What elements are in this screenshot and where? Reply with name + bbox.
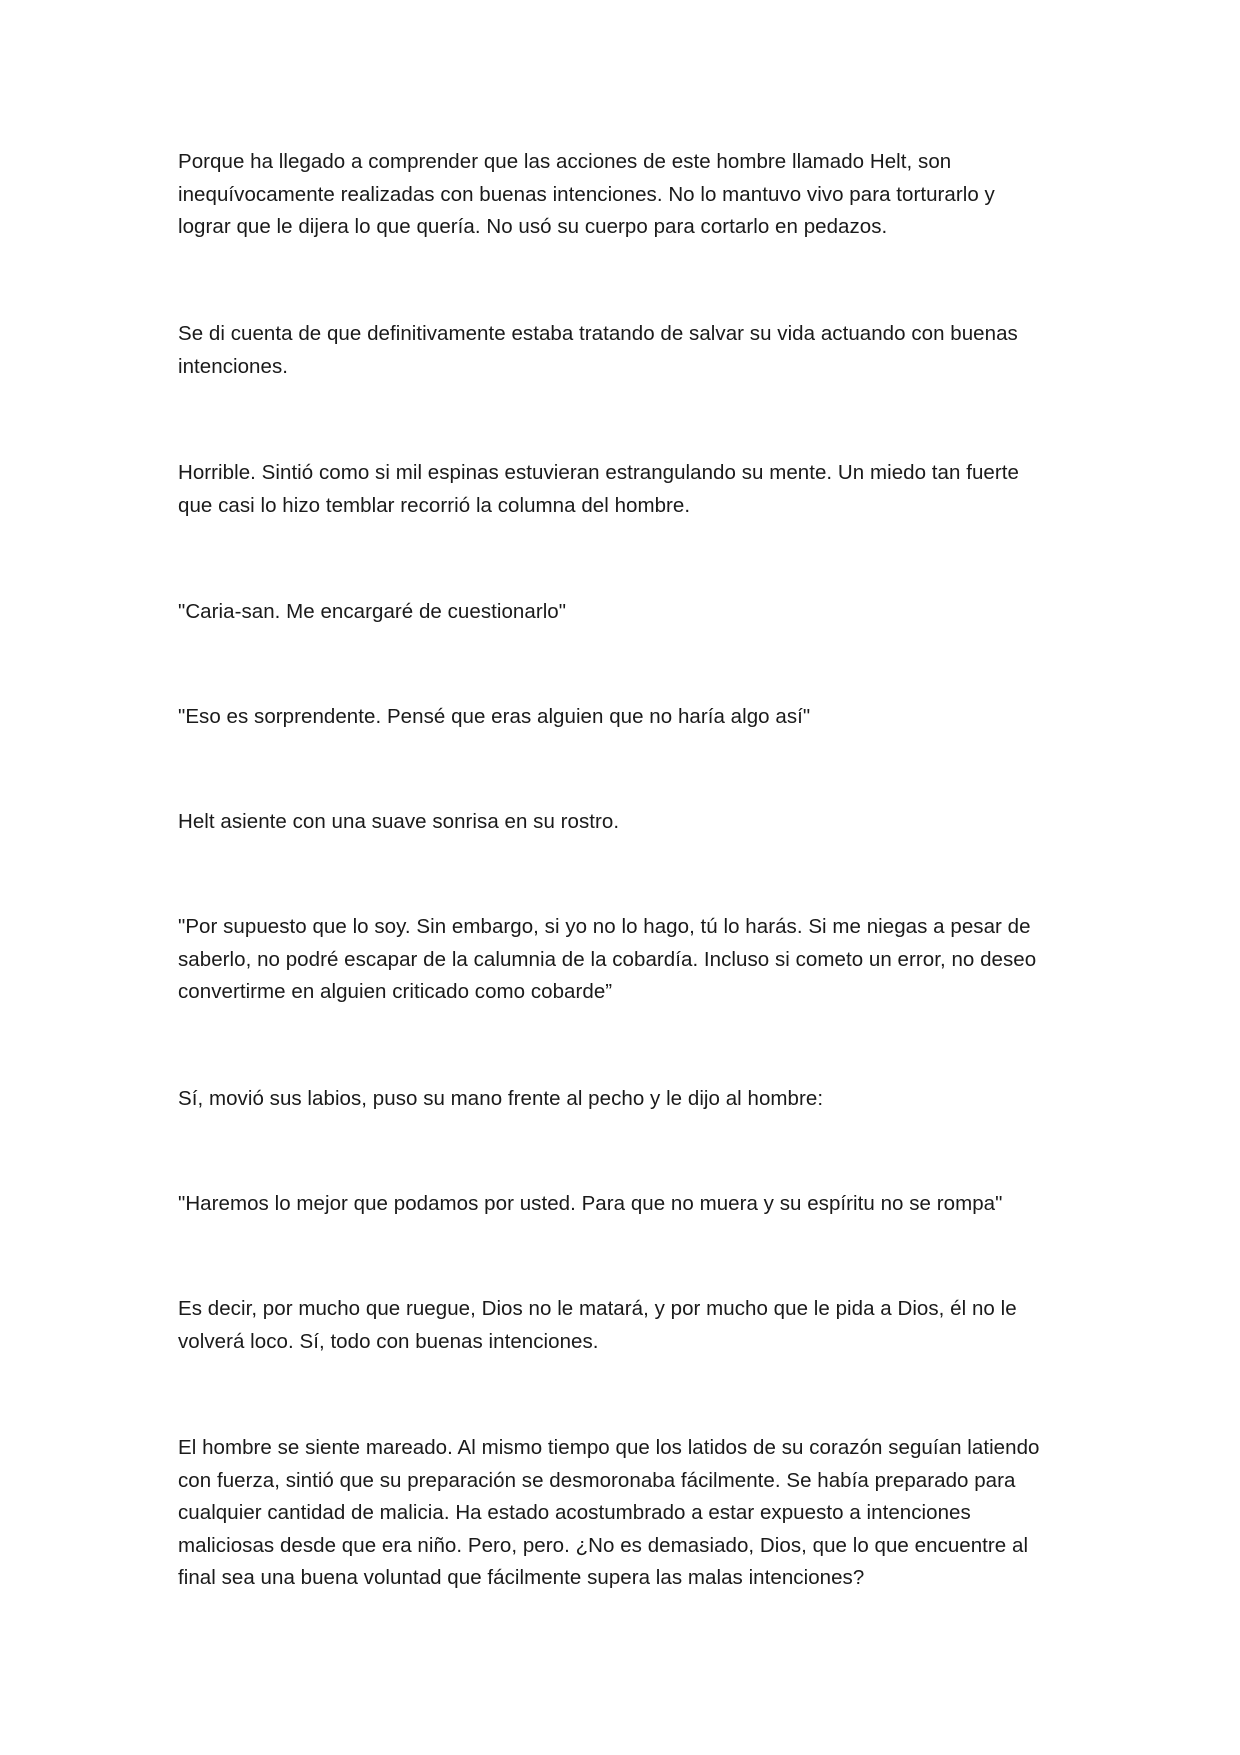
text-line: volverá loco. Sí, todo con buenas intenciones. xyxy=(178,1329,599,1353)
text-line: "Eso es sorprendente. Pensé que eras alguien que no haría algo así" xyxy=(178,705,811,728)
text-line: saberlo, no podré escapar de la calumnia de la cobardía. Incluso si cometo un error, no deseo xyxy=(178,947,1037,971)
text-line: intenciones. xyxy=(178,354,289,378)
paragraph-6 xyxy=(178,806,1068,839)
text-line: Sí, movió sus labios, puso su mano frente al pecho y le dijo al hombre: xyxy=(178,1087,824,1110)
text-line: Es decir, por mucho que ruegue, Dios no le matará, y por mucho que le pida a Dios, él no le xyxy=(178,1297,1017,1320)
paragraph-2 xyxy=(178,318,1068,383)
text-line: con fuerza, sintió que su preparación se desmoronaba fácilmente. Se había preparado para xyxy=(178,1468,1016,1492)
text-line: maliciosas desde que era niño. Pero, pero. ¿No es demasiado, Dios, que lo que encuentre al xyxy=(178,1533,1029,1557)
text-line: Horrible. Sintió como si mil espinas estuvieran estrangulando su mente. Un miedo tan fuerte xyxy=(178,461,1019,484)
paragraph-5 xyxy=(178,701,1068,734)
text-line: convertirme en alguien criticado como cobarde” xyxy=(178,980,613,1003)
paragraph-11 xyxy=(178,1432,1068,1595)
paragraph-1 xyxy=(178,146,1068,244)
text-line: Se di cuenta de que definitivamente estaba tratando de salvar su vida actuando con buenas xyxy=(178,322,1018,345)
text-line: El hombre se siente mareado. Al mismo tiempo que los latidos de su corazón seguían latiendo xyxy=(178,1436,1040,1459)
text-line: que casi lo hizo temblar recorrió la columna del hombre. xyxy=(178,493,691,517)
text-line: "Caria-san. Me encargaré de cuestionarlo" xyxy=(178,600,567,623)
text-line: "Haremos lo mejor que podamos por usted. Para que no muera y su espíritu no se rompa" xyxy=(178,1192,1003,1215)
text-line: lograr que le dijera lo que quería. No usó su cuerpo para cortarlo en pedazos. xyxy=(178,215,888,238)
text-line: Porque ha llegado a comprender que las acciones de este hombre llamado Helt, son xyxy=(178,150,952,173)
text-line: "Por supuesto que lo soy. Sin embargo, si yo no lo hago, tú lo harás. Si me niegas a pesar de xyxy=(178,915,1031,938)
text-line: inequívocamente realizadas con buenas intenciones. No lo mantuvo vivo para torturarlo y xyxy=(178,182,995,206)
paragraph-10 xyxy=(178,1293,1068,1358)
paragraph-3 xyxy=(178,457,1068,522)
text-line: cualquier cantidad de malicia. Ha estado acostumbrado a estar expuesto a intenciones xyxy=(178,1501,971,1524)
paragraph-4 xyxy=(178,596,1068,629)
paragraph-7 xyxy=(178,911,1068,1009)
text-line: final sea una buena voluntad que fácilmente supera las malas intenciones? xyxy=(178,1566,865,1589)
paragraph-9 xyxy=(178,1188,1068,1221)
paragraph-8 xyxy=(178,1083,1068,1116)
text-line: Helt asiente con una suave sonrisa en su rostro. xyxy=(178,810,620,833)
